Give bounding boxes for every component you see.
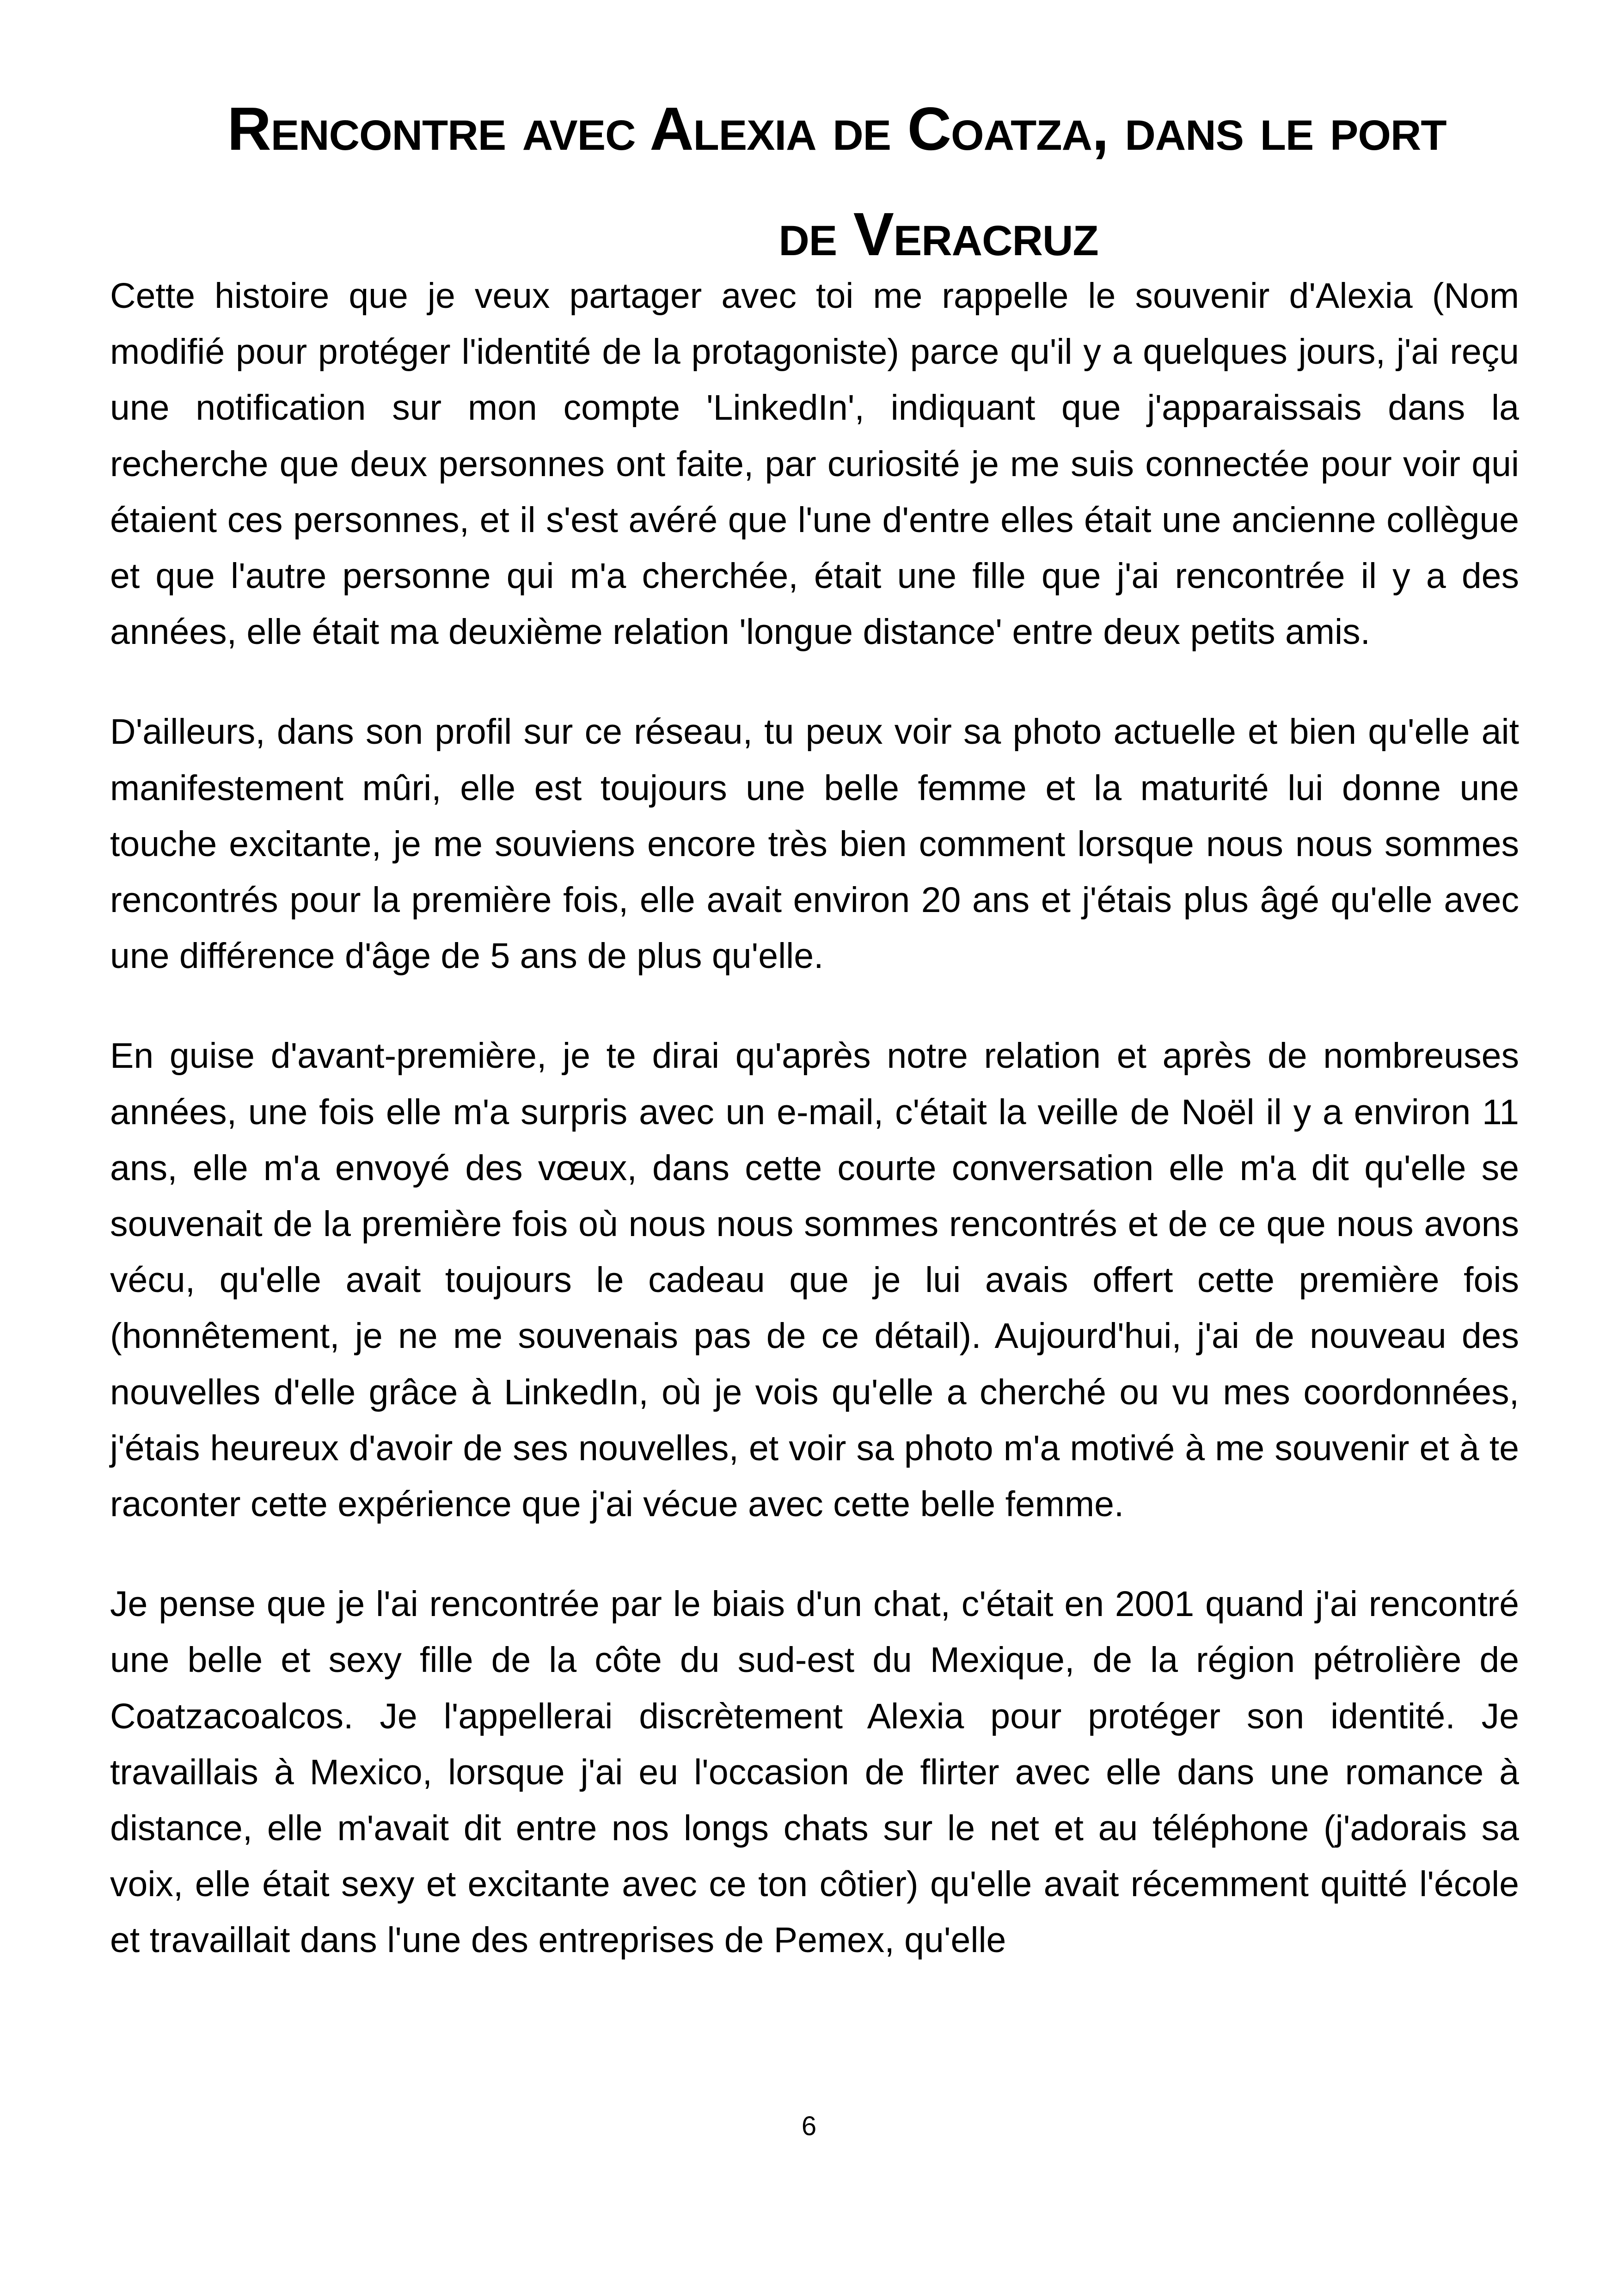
page-title-line-2: de Veracruz: [778, 200, 1098, 268]
page-title: [203, 76, 1470, 287]
paragraph: Cette histoire que je veux partager avec toi me rappelle le souvenir d'Alexia (Nom modifié pour protéger l'identité de la protagoniste) parce qu'il y a quelques jours, j'ai reçu une notification sur mon compte 'LinkedIn', indiquant que j'apparaissais dans la recherche que deux personnes ont faite, par curiosité je me suis connectée pour voir qui étaient ces personnes, et il s'est avéré que l'une d'entre elles était une ancienne collègue et que l'autre personne qui m'a cherchée, était une fille que j'ai rencontrée il y a des années, elle était ma deuxième relation 'longue distance' entre deux petits amis.: [110, 276, 1519, 652]
paragraph: En guise d'avant-première, je te dirai qu'après notre relation et après de nombreuses années, une fois elle m'a surpris avec un e-mail, c'était la veille de Noël il y a environ 11 ans, elle m'a envoyé des vœux, dans cette courte conversation elle m'a dit qu'elle se souvenait de la première fois où nous nous sommes rencontrés et de ce que nous avons vécu, qu'elle avait toujours le cadeau que je lui avais offert cette première fois (honnêtement, je ne me souvenais pas de ce détail). Aujourd'hui, j'ai de nouveau des nouvelles d'elle grâce à LinkedIn, où je vois qu'elle a cherché ou vu mes coordonnées, j'étais heureux d'avoir de ses nouvelles, et voir sa photo m'a motivé à me souvenir et à te raconter cette expérience que j'ai vécue avec cette belle femme.: [110, 1036, 1519, 1525]
page-title-line-1: Rencontre avec Alexia de Coatza, dans le port: [227, 95, 1446, 163]
page-number: 6: [801, 2111, 817, 2141]
body-text: [110, 268, 1519, 1969]
paragraph: Je pense que je l'ai rencontrée par le biais d'un chat, c'était en 2001 quand j'ai rencontré une belle et sexy fille de la côte du sud-est du Mexique, de la région pétrolière de Coatzacoalcos. Je l'appellerai discrètement Alexia pour protéger son identité. Je travaillais à Mexico, lorsque j'ai eu l'occasion de flirter avec elle dans une romance à distance, elle m'avait dit entre nos longs chats sur le net et au téléphone (j'adorais sa voix, elle était sexy et excitante avec ce ton côtier) qu'elle avait récemment quitté l'école et travaillait dans l'une des entreprises de Pemex, qu'elle: [110, 1584, 1519, 1960]
paragraph: D'ailleurs, dans son profil sur ce réseau, tu peux voir sa photo actuelle et bien qu'elle ait manifestement mûri, elle est toujours une belle femme et la maturité lui donne une touche excitante, je me souviens encore très bien comment lorsque nous nous sommes rencontrés pour la première fois, elle avait environ 20 ans et j'étais plus âgé qu'elle avec une différence d'âge de 5 ans de plus qu'elle.: [110, 712, 1519, 976]
